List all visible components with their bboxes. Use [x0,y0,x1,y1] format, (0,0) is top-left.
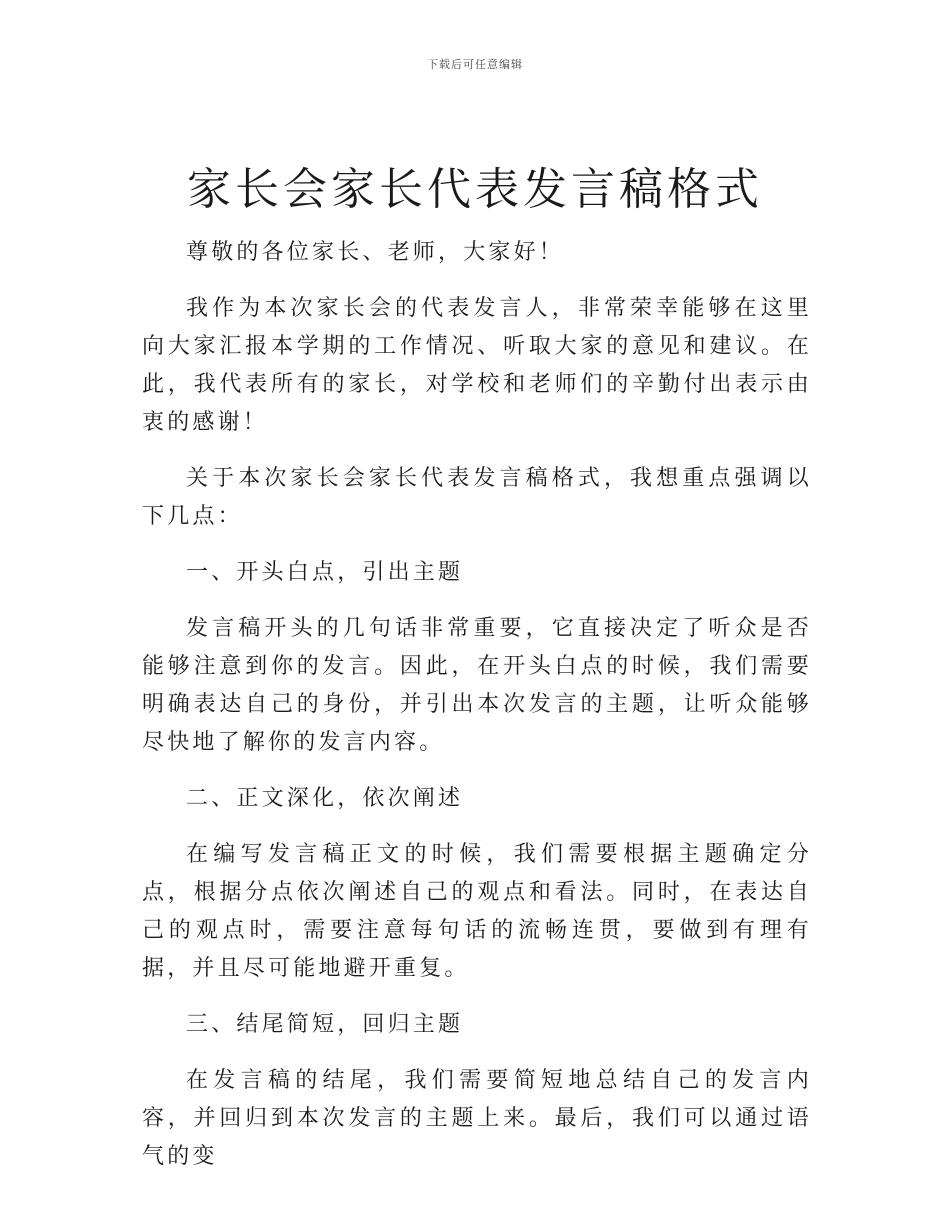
section-heading-2: 二、正文深化，依次阐述 [186,786,464,811]
section-paragraph-1: 发言稿开头的几句话非常重要，它直接决定了听众是否能够注意到你的发言。因此，在开头白点的时候，我们需要明确表达自己的身份，并引出本次发言的主题，让听众能够尽快地了解你的发言内容。 [142,616,812,755]
document-title: 家长会家长代表发言稿格式 [187,164,763,215]
intro-paragraph: 我作为本次家长会的代表发言人，非常荣幸能够在这里向大家汇报本学期的工作情况、听取大家的意见和建议。在此，我代表所有的家长，对学校和老师们的辛勤付出表示由衷的感谢！ [142,296,812,435]
header-note: 下载后可任意编辑 [427,58,523,71]
section-paragraph-3: 在发言稿的结尾，我们需要简短地总结自己的发言内容，并回归到本次发言的主题上来。最后，我们可以通过语气的变 [142,1068,812,1169]
section-heading-1: 一、开头白点，引出主题 [186,560,464,585]
document-body [142,234,812,1194]
points-intro-paragraph: 关于本次家长会家长代表发言稿格式，我想重点强调以下几点： [142,466,812,529]
greeting-paragraph: 尊敬的各位家长、老师，大家好！ [186,240,565,265]
section-heading-3: 三、结尾简短，回归主题 [186,1012,464,1037]
section-paragraph-2: 在编写发言稿正文的时候，我们需要根据主题确定分点，根据分点依次阐述自己的观点和看法。同时，在表达自己的观点时，需要注意每句话的流畅连贯，要做到有理有据，并且尽可能地避开重复。 [142,842,812,981]
